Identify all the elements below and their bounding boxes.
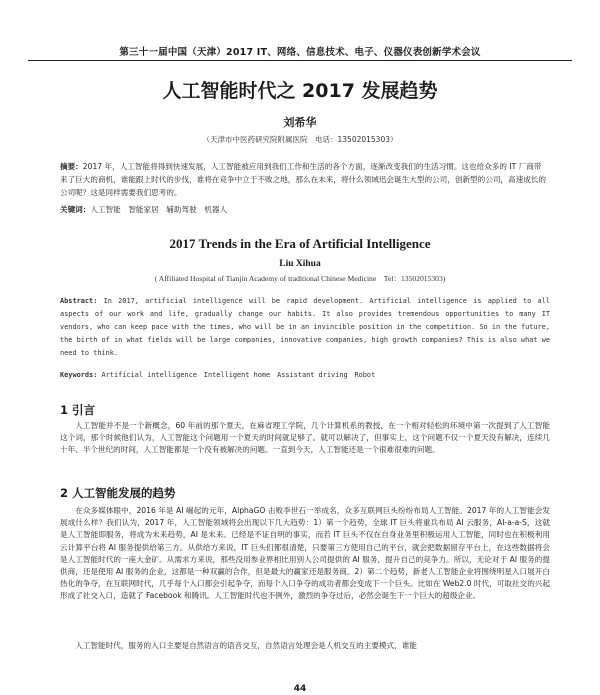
chinese-abstract (60, 160, 548, 199)
chinese-author: 刘希华 (283, 116, 317, 129)
chinese-keywords-label: 关键词： (60, 205, 91, 214)
chinese-abstract-text: 2017 年，人工智能将得到快速发展，人工智能被应用到我们工作和生活的各个方面，逐渐改变我们的生活习惯。这也给众多的 IT 厂商带来了巨大的商机，谁能跟上时代的步伐，谁将在竞争中立于不败之地，那么在未来，将什么领域迅会诞生大型的公司，创新型的公司，高速成长的公司呢？这是同样需要我们思考的。 (60, 162, 546, 197)
english-abstract-text: In 2017, artificial intelligence will be rapid development. Artificial intelligence is applied to all aspects of our work and life, gradually change our habits. It also provides tremendous opportunities to many IT vendors, who can keep pace with the times, who will be in an invincible position in the competition. So in the future, the birth of in what fields will be large companies, innovative companies, high growth companies? This is also what we need to think. (60, 297, 551, 357)
english-keywords-text: Artificial intelligence Intelligent home Assistant driving Robot (101, 371, 376, 379)
english-affiliation: ( Affiliated Hospital of Tianjin Academy of traditional Chinese Medicine Tel：13502015303) (154, 274, 446, 283)
chinese-keywords (60, 204, 548, 215)
english-abstract (60, 295, 550, 360)
body-paragraph: 在众多媒体眼中，2016 年是 AI 崛起的元年，AlphaGO 击败李世石一举成名，众多互联网巨头纷纷布局人工智能。2017 年的人工智能会发展成什么样？我们认为，2017 年，人工智能领域将会出现以下几大趋势：1）第一个趋势，全球 IT 巨头将重兵布局 AI 云服务，AI-a-a-S，这就是人工智能即服务，将成为未来趋势，AI 是未来。已经是不证自明的事实，而若 IT 巨头不仅在自身业务里积极运用人工智能，同时也在积极利用云计算平台将 AI 服务提供给第三方。从供给方来说，IT 巨头们都很清楚，只要第三方使用自己的平台，就会把数据留存平台上，在这些数据将会是人工智能时代的一座大金矿。从需求方来说，那些没用参业界相比用别人公司提供的 AI 服务，提升自己的竞争力。所以，无论对于 AI 服务的提供商，还是使用 AI 服务的企业，这都是一种双赢的合作，但是最大的赢家还是服务商。2）第二个趋势，新老人工智能企业将围绕明星入口展开白热化的争夺，在互联网时代，几乎每个入口都会引起争夺，而每个入口争夺的成功者都会变成下一个巨头。比如在 Web2.0 时代，可取社交的兴起形成了社交入口，造就了 Facebook 和腾讯。人工智能时代也不例外，激烈的争夺过后，必然会诞生下一个巨大的超级企业。 (60, 506, 550, 601)
section-heading-trends: 2 人工智能发展的趋势 (60, 486, 176, 500)
running-head: 第三十一届中国（天津）2017 IT、网络、信息技术、电子、仪器仪表创新学术会议 (119, 47, 481, 58)
english-abstract-label: Abstract: (60, 297, 98, 305)
chinese-abstract-label: 摘要： (60, 162, 83, 171)
header-rule (28, 60, 572, 61)
page-number: 44 (293, 684, 307, 694)
english-keywords (60, 369, 550, 379)
english-author: Liu Xihua (279, 259, 321, 269)
body-paragraph: 人工智能并不是一个新概念，60 年前的那个夏天，在麻省理工学院，几个计算机系的教授，在一个相对轻松的环境中第一次提到了人工智能这个词，那个时候他们认为，人工智能这个问题用一个夏天的时间就足够了。就可以解决了，但事实上，这个问题不仅一个夏天没有解决，连续几十年、半个世纪的时间，人工智能都是一个没有被解决的问题。一直到今天，人工智能还是一个很难很难的问题。 (60, 421, 550, 455)
chinese-keywords-text: 人工智能 智能家居 辅助驾驶 机器人 (90, 205, 228, 214)
english-title: 2017 Trends in the Era of Artificial Intelligence (169, 236, 431, 251)
chinese-affiliation: （天津市中医药研究院附属医院 电话：13502015303） (202, 135, 398, 144)
section-heading-introduction: 1 引言 (60, 403, 96, 417)
body-paragraph: 人工智能时代，服务的入口主要是自然语言的语音交互，自然语言处理会是人机交互的主要模式，谁能 (75, 641, 417, 650)
chinese-title: 人工智能时代之 2017 发展趋势 (162, 80, 438, 102)
english-keywords-label: Keywords: (60, 371, 98, 379)
